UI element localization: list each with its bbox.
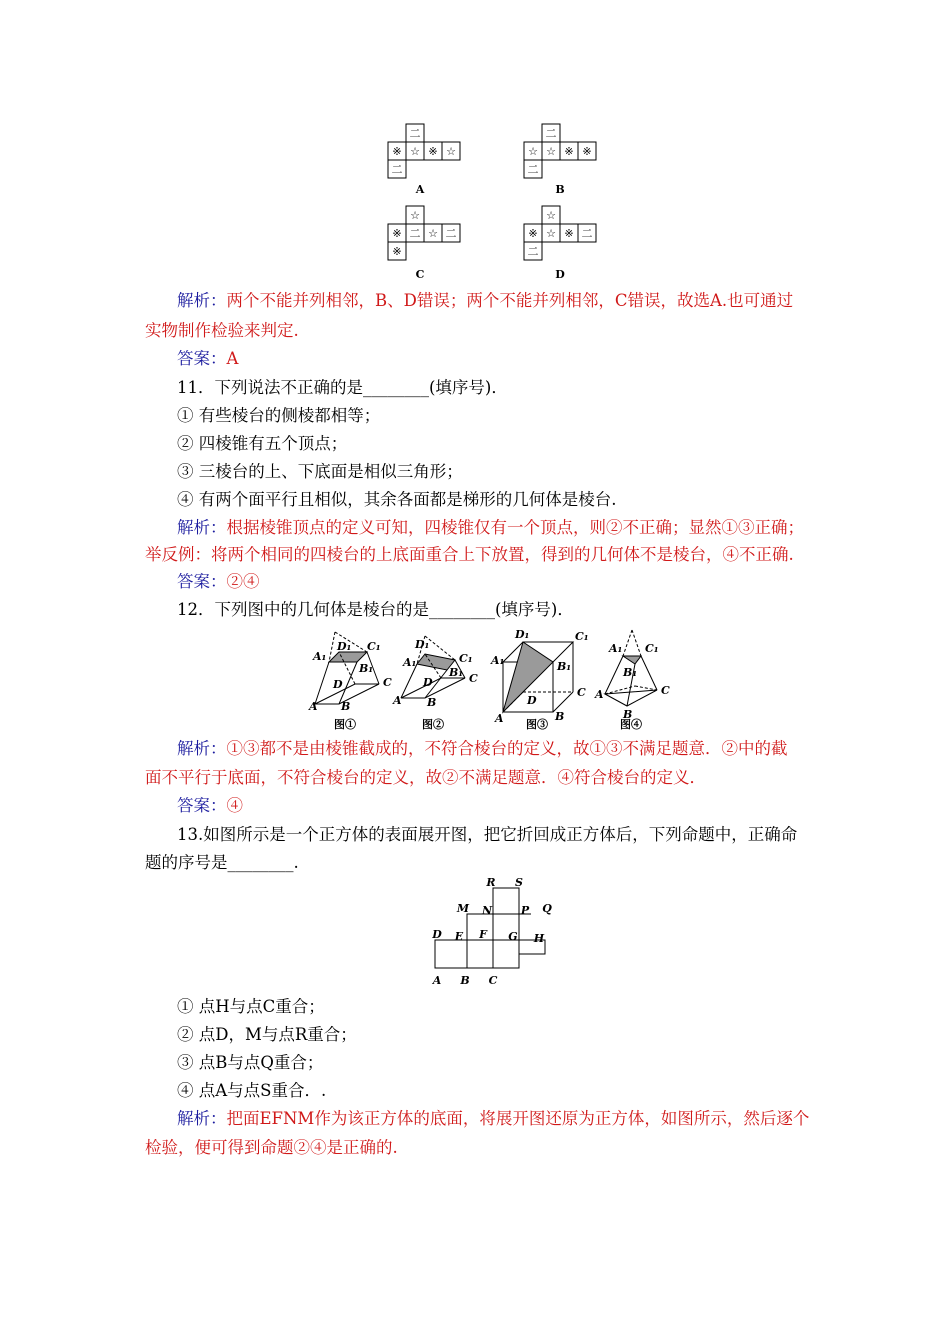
fig4-label-b: B xyxy=(623,708,633,721)
net13-label-h: H xyxy=(533,932,545,945)
q13-option-2: ② 点D，M与点R重合； xyxy=(177,1025,357,1044)
fig3-caption: 图③ xyxy=(526,718,548,731)
q12-figures xyxy=(305,626,685,732)
fig1-label-b: B xyxy=(341,700,351,713)
cube-nets-svg xyxy=(380,118,610,288)
net13-label-c: C xyxy=(488,974,498,987)
net-b-symbol: ☆ xyxy=(528,145,538,158)
net13-label-b: B xyxy=(460,974,470,987)
net-a-symbol: ※ xyxy=(392,145,402,158)
q11-option-4: ④ 有两个面平行且相似，其余各面都是梯形的几何体是棱台. xyxy=(177,490,617,509)
q12-figures-svg xyxy=(305,626,685,732)
net13-label-p: P xyxy=(520,904,530,917)
q11-answer-label: 答案： xyxy=(177,572,227,591)
net-b-symbol: ☆ xyxy=(546,145,556,158)
q11-option-1: ① 有些棱台的侧棱都相等； xyxy=(177,406,381,425)
net13-label-a: A xyxy=(432,974,442,987)
net-d-symbol: ※ xyxy=(528,227,538,240)
fig3-label-a: A xyxy=(495,712,504,725)
q13-cube-net-svg xyxy=(425,874,565,992)
q12-analysis-label: 解析： xyxy=(177,739,227,758)
fig1-label-a: A xyxy=(309,700,318,713)
net-a-symbol: ☆ xyxy=(446,145,456,158)
q10-analysis-text: 两个不能并列相邻，B、D错误；两个不能并列相邻，C错误，故选A.也可通过 xyxy=(226,291,794,310)
net13-label-m: M xyxy=(456,902,470,915)
fig1-label-a1: A₁ xyxy=(313,650,327,663)
q12-analysis xyxy=(177,735,788,763)
net13-label-g: G xyxy=(508,930,518,943)
q11-answer-value: ②④ xyxy=(226,572,260,591)
net-c-top-symbol: ☆ xyxy=(410,209,420,222)
net-d-symbol: 二 xyxy=(581,227,593,240)
q12-analysis-text: ①③都不是由棱锥截成的，不符合棱台的定义，故①③不满足题意．②中的截 xyxy=(226,739,788,758)
net-label-b: B xyxy=(555,183,565,196)
fig3-label-b1: B₁ xyxy=(557,660,572,673)
net13-label-n: N xyxy=(481,904,493,917)
net-c-bottom-symbol: ※ xyxy=(392,245,402,258)
fig1-label-b1: B₁ xyxy=(359,662,374,675)
q10-analysis-cont: 实物制作检验来判定. xyxy=(145,321,299,340)
fig3-label-a1: A₁ xyxy=(491,654,505,667)
net-d-bottom-symbol: 二 xyxy=(527,245,539,258)
net-b-symbol: ※ xyxy=(564,145,574,158)
fig3-label-d1: D₁ xyxy=(515,628,530,641)
fig3-label-b: B xyxy=(555,710,565,723)
cube-nets-figure xyxy=(380,118,610,288)
fig4-label-c: C xyxy=(661,684,670,697)
q12-stem: 12．下列图中的几何体是棱台的是________(填序号)． xyxy=(177,600,574,619)
fig2-label-c1: C₁ xyxy=(459,652,473,665)
fig2-label-b1: B₁ xyxy=(449,666,464,679)
fig3-label-c1: C₁ xyxy=(575,630,589,643)
net13-label-s: S xyxy=(515,876,523,889)
q12-answer-label: 答案： xyxy=(177,796,227,815)
q11-answer xyxy=(177,568,260,596)
net-label-d: D xyxy=(555,268,565,281)
q11-analysis xyxy=(177,514,804,542)
net-label-c: C xyxy=(415,268,425,281)
net-d-top-symbol: ☆ xyxy=(546,209,556,222)
net-b-bottom-symbol: 二 xyxy=(527,163,539,176)
q13-stem-cont: 题的序号是________. xyxy=(145,853,299,872)
net-a-top-symbol: 二 xyxy=(409,127,421,140)
q10-answer-value: A xyxy=(226,349,239,368)
net-b-top-symbol: 二 xyxy=(545,127,557,140)
q10-analysis xyxy=(177,287,793,315)
q12-answer-value: ④ xyxy=(226,796,243,815)
q12-analysis-cont: 面不平行于底面，不符合棱台的定义，故②不满足题意．④符合棱台的定义． xyxy=(145,768,706,787)
net13-label-r: R xyxy=(486,876,496,889)
fig1-caption: 图① xyxy=(334,718,356,731)
net-c-symbol: ☆ xyxy=(428,227,438,240)
q13-analysis-label: 解析： xyxy=(177,1109,227,1128)
net13-label-f: F xyxy=(479,928,487,941)
net-b-symbol: ※ xyxy=(582,145,592,158)
net-c-symbol: 二 xyxy=(445,227,457,240)
q13-analysis-text: 把面EFNM作为该正方体的底面，将展开图还原为正方体，如图所示，然后逐个 xyxy=(226,1109,810,1128)
q11-analysis-cont: 举反例：将两个相同的四棱台的上底面重合上下放置，得到的几何体不是棱台，④不正确. xyxy=(145,545,794,564)
q13-analysis-cont: 检验，便可得到命题②④是正确的. xyxy=(145,1138,398,1157)
q13-option-1: ① 点H与点C重合； xyxy=(177,997,325,1016)
q11-option-3: ③ 三棱台的上、下底面是相似三角形； xyxy=(177,462,463,481)
fig4-label-b1: B₁ xyxy=(623,666,638,679)
net-a-bottom-symbol: 二 xyxy=(391,163,403,176)
net13-label-e: E xyxy=(454,930,464,943)
q11-analysis-text: 根据棱锥顶点的定义可知，四棱锥仅有一个顶点，则②不正确；显然①③正确； xyxy=(226,518,804,537)
net13-label-q: Q xyxy=(542,902,552,915)
net-c-symbol: ※ xyxy=(392,227,402,240)
net-a-symbol: ☆ xyxy=(410,145,420,158)
q11-analysis-label: 解析： xyxy=(177,518,227,537)
q13-cube-net xyxy=(425,874,565,992)
fig2-label-c: C xyxy=(469,672,478,685)
net-a-symbol: ※ xyxy=(428,145,438,158)
net-label-a: A xyxy=(415,183,425,196)
q12-answer xyxy=(177,792,243,820)
fig2-label-b: B xyxy=(427,696,437,709)
fig1-label-c: C xyxy=(383,676,392,689)
fig4-label-c1: C₁ xyxy=(645,642,659,655)
net-d-symbol: ※ xyxy=(564,227,574,240)
q10-answer xyxy=(177,345,238,373)
fig2-label-d: D xyxy=(423,676,433,689)
q13-stem: 13.如图所示是一个正方体的表面展开图，把它折回成正方体后，下列命题中，正确命 xyxy=(177,825,798,844)
fig2-caption: 图② xyxy=(422,718,444,731)
q13-option-3: ③ 点B与点Q重合； xyxy=(177,1053,324,1072)
net-d-symbol: ☆ xyxy=(546,227,556,240)
q10-answer-label: 答案： xyxy=(177,349,227,368)
fig2-label-a1: A₁ xyxy=(403,656,417,669)
net13-label-d: D xyxy=(432,928,442,941)
q13-option-4: ④ 点A与点S重合．. xyxy=(177,1081,327,1100)
q11-stem: 11．下列说法不正确的是________(填序号)． xyxy=(177,378,508,397)
net-c-symbol: 二 xyxy=(409,227,421,240)
q13-analysis xyxy=(177,1105,809,1133)
fig4-label-a1: A₁ xyxy=(609,642,623,655)
fig4-label-a: A xyxy=(595,688,604,701)
fig3-label-d: D xyxy=(527,694,537,707)
q10-analysis-label: 解析： xyxy=(177,291,227,310)
fig1-label-d1: D₁ xyxy=(337,640,352,653)
fig1-label-c1: C₁ xyxy=(367,640,381,653)
fig3-label-c: C xyxy=(577,686,586,699)
fig1-label-d: D xyxy=(333,678,343,691)
fig4-caption: 图④ xyxy=(620,718,642,731)
q11-option-2: ② 四棱锥有五个顶点； xyxy=(177,434,348,453)
fig2-label-a: A xyxy=(393,694,402,707)
fig2-label-d1: D₁ xyxy=(415,638,430,651)
